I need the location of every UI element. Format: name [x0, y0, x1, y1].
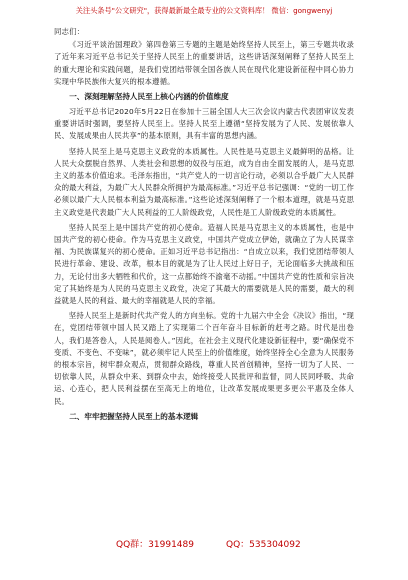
- section-1-heading: 一、深刻理解坚持人民至上核心内涵的价值维度: [69, 92, 229, 102]
- section-1-paragraph-3: 坚持人民至上是中国共产党的初心使命。造福人民是马克思主义的本质属性，也是中国共产党的初心使命。作为马克思主义政党，中国共产党成立伊始，就确立了为人民谋幸福、为民族谋复兴的初心使命。正如习近平总书记指出：“自成立以来，我们党团结带领人民进行革命、建设、改革，根本目的就是为了让人民过上好日子，无论面临多大挑战和压力，无论付出多大牺牲和代价，这一点都始终不渝毫不动摇。”中国共产党的性质和宗旨决定了其始终是为人民的马克思主义政党，决定了其最大的需要就是人民的需要，最大的利益就是人民的利益、最大的幸福就是人民的幸福。: [54, 222, 354, 306]
- document-body: [54, 26, 354, 426]
- section-1-paragraph-1: 习近平总书记2020年5月22日在参加十三届全国人大三次会议内蒙古代表团审议发表重要讲话时强调，要坚持人民至上。坚持人民至上遵循“坚持发展为了人民、发展依靠人民、发展成果由人民共享”的基本原则，具有丰富的思想内涵。: [54, 107, 354, 141]
- footer-contact: [0, 537, 408, 551]
- promo-banner: 关注头条号"公文研究"，获得最新最全最专业的公文资料库！ 微信：gongwenyj: [75, 6, 333, 15]
- section-2-heading: 二、牢牢把握坚持人民至上的基本逻辑: [69, 411, 199, 421]
- section-1-paragraph-4: 坚持人民至上是新时代共产党人的方向坐标。党的十九届六中全会《决议》指出，“现在，党团结带领中国人民又踏上了实现第二个百年奋斗目标新的赶考之路。时代是出卷人，我们是答卷人，人民是阅卷人。”因此，在社会主义现代化建设新征程中，要“确保党不变质、不变色、不变味”，就必须牢记人民至上的价值维度，始终坚持全心全意为人民服务的根本宗旨，树牢群众观点，贯彻群众路线，尊重人民首创精神，坚持一切为了人民、一切依靠人民，从群众中来、到群众中去，始终接受人民批评和监督，同人民同呼吸、共命运、心连心，把人民利益摆在至高无上的地位，让改革发展成果更多更公平惠及全体人民。: [54, 311, 354, 406]
- qq-group-number: QQ群：31991489: [116, 540, 194, 550]
- qq-number: QQ：535304092: [226, 540, 301, 550]
- intro-paragraph: 《习近平谈治国理政》第四卷第三专题的主题是始终坚持人民至上，第三专题共收录了近年来习近平总书记关于坚持人民至上的重要讲话，这些讲话深刻阐释了坚持人民至上的重大理论和实践问题，是我们党团结带领全国各族人民在现代化建设新征程中同心协力实现中华民族伟大复兴的根本遵循。: [54, 40, 354, 86]
- section-1-paragraph-2: 坚持人民至上是马克思主义政党的本质属性。人民性是马克思主义最鲜明的品格。让人民大众摆脱自然界、人类社会和思想的奴役与压迫，成为自由全面发展的人，是马克思主义的基本价值追求。毛泽东指出，“共产党人的一切言论行动，必须以合乎最广大人民群众的最大利益，为最广大人民群众所拥护为最高标准。”习近平总书记强调：“党的一切工作必须以最广大人民根本利益为最高标准。”这些论述深刻阐释了一个根本道理，就是马克思主义政党是代表最广大人民利益的工人阶级政党，人民性是工人阶级政党的本质属性。: [54, 146, 354, 217]
- salutation: 同志们：: [54, 27, 85, 36]
